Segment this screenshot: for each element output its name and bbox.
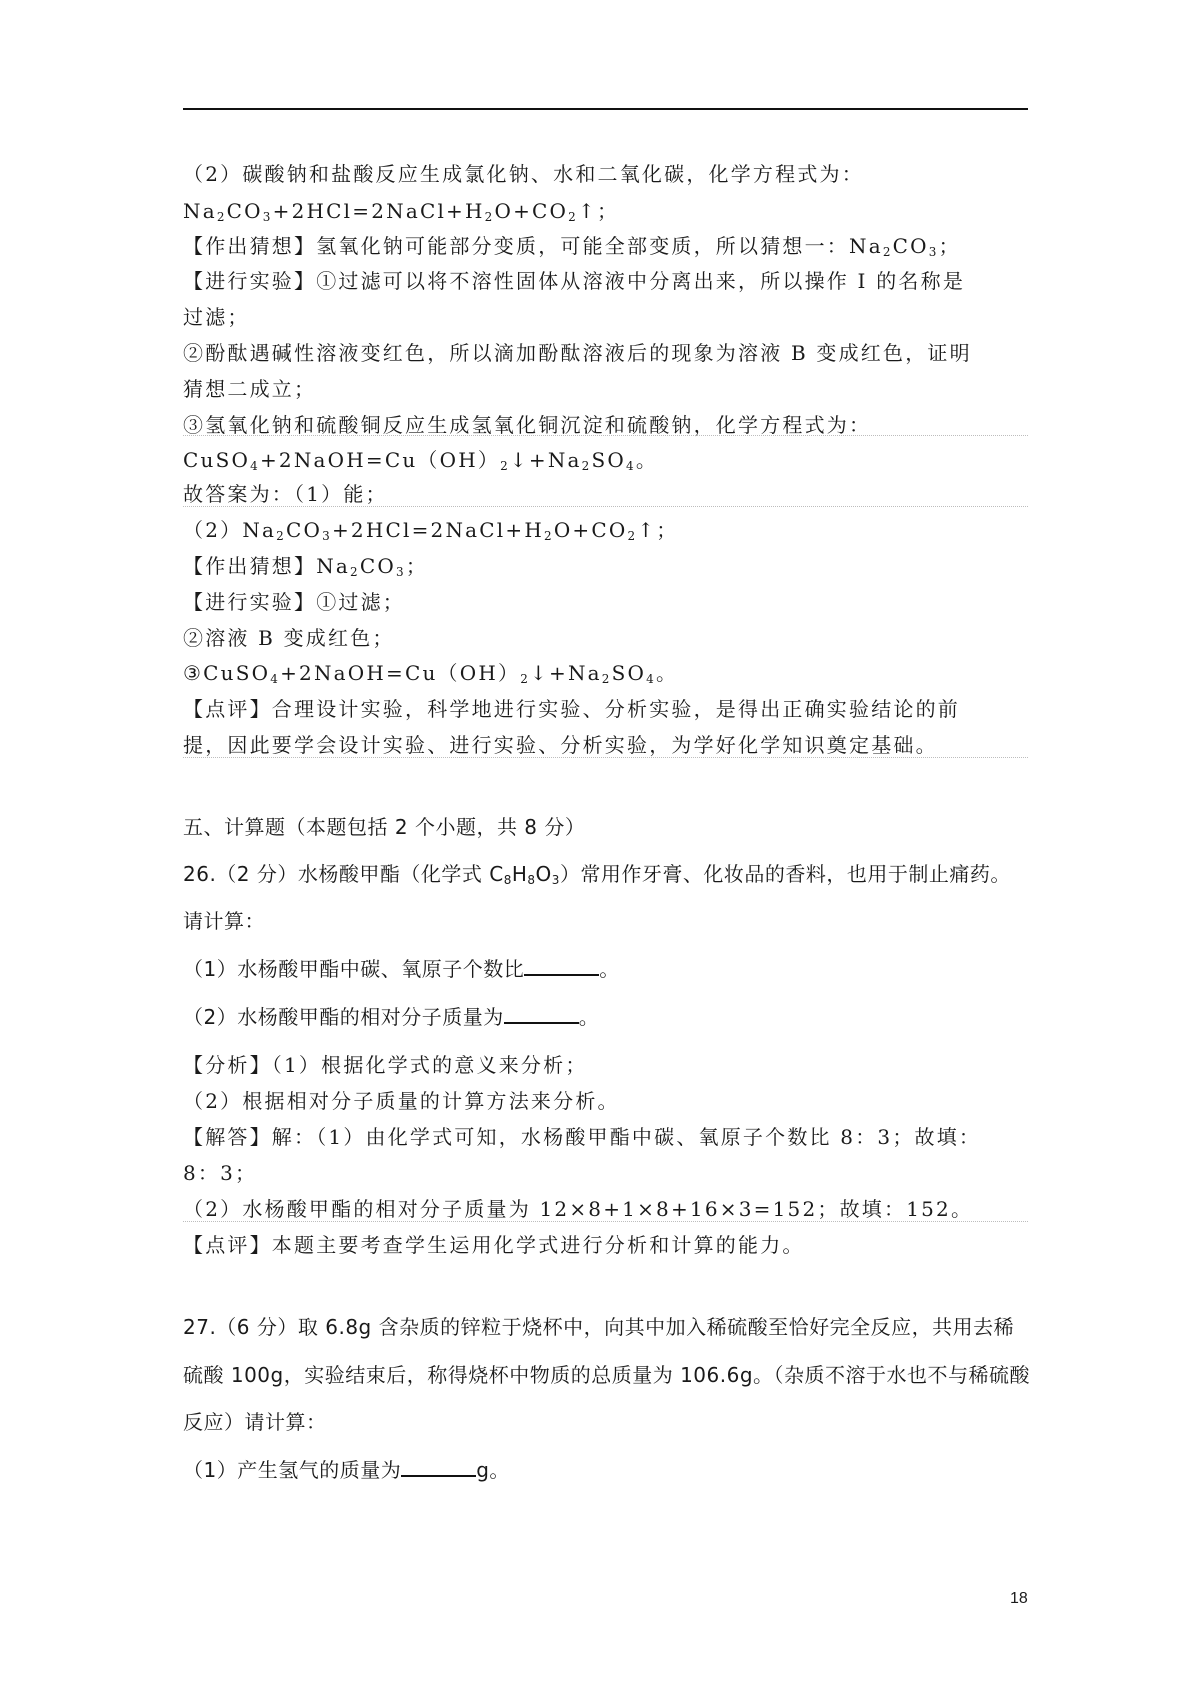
answer-blank[interactable]: [524, 954, 599, 976]
question-26-sub2: （2）水杨酸甲酯的相对分子质量为 。: [183, 1001, 599, 1030]
answer-line: 【进行实验】①过滤；: [183, 590, 405, 614]
dotted-separator: [183, 1221, 1028, 1222]
equation-line: $③CuSO_4+2NaOH=Cu(OH)_2↓+Na_2SO_4$。: [183, 661, 679, 686]
solution-line: 8：3；: [183, 1161, 258, 1185]
answer-line: 故答案为：（1）能；: [183, 482, 388, 506]
equation-line: $(2)Na_2CO_3+2HCl=2NaCl+H_2O+CO_2↑$；: [183, 518, 679, 543]
header-rule: [183, 108, 1028, 110]
question-27-line: 反应）请计算：: [183, 1410, 327, 1434]
question-27-line: 硫酸 100g，实验结束后，称得烧杯中物质的总质量为 106.6g。（杂质不溶于水也不与稀硫酸: [183, 1363, 1031, 1387]
analysis-line: 【分析】（1）根据化学式的意义来分析；: [183, 1053, 588, 1077]
answer-line: 【作出猜想】氢氧化钠可能部分变质，可能全部变质，所以猜想一：$Na_2CO_3$；: [183, 234, 961, 259]
question-27-sub1: （1）产生氢气的质量为 g。: [183, 1454, 510, 1483]
answer-line: ②酚酞遇碱性溶液变红色，所以滴加酚酞溶液后的现象为溶液 B 变成红色，证明: [183, 341, 972, 365]
answer-line: 过滤；: [183, 305, 250, 329]
equation-line: $CuSO_4+2NaOH=Cu(OH)_2↓+Na_2SO_4$。: [183, 448, 659, 473]
analysis-line: （2）根据相对分子质量的计算方法来分析。: [183, 1089, 620, 1113]
question-26-stem: 26.（2 分）水杨酸甲酯（化学式 $C_8H_8O_3$）常用作牙膏、化妆品的香料，也用于制止痛药。: [183, 862, 1011, 887]
answer-line: ③氢氧化钠和硫酸铜反应生成氢氧化铜沉淀和硫酸钠，化学方程式为：: [183, 413, 872, 437]
answer-blank[interactable]: [504, 1002, 579, 1024]
answer-line: 【作出猜想】$Na_2CO_3$；: [183, 554, 429, 579]
answer-line: ②溶液 B 变成红色；: [183, 626, 395, 650]
question-27-line: 27.（6 分）取 6.8g 含杂质的锌粒于烧杯中，向其中加入稀硫酸至恰好完全反应，共用去稀: [183, 1315, 1015, 1339]
solution-line: 【解答】解：（1）由化学式可知，水杨酸甲酯中碳、氧原子个数比 8：3；故填：: [183, 1125, 982, 1149]
dotted-separator: [183, 506, 1028, 507]
dotted-separator: [183, 435, 1028, 436]
page-number: 18: [1010, 1590, 1028, 1607]
answer-line: （2）碳酸钠和盐酸反应生成氯化钠、水和二氧化碳，化学方程式为：: [183, 162, 864, 186]
answer-blank[interactable]: [401, 1455, 476, 1477]
comment-line: 【点评】本题主要考查学生运用化学式进行分析和计算的能力。: [183, 1233, 805, 1257]
dotted-separator: [183, 757, 1028, 758]
question-prompt: 请计算：: [183, 909, 265, 933]
equation-line: $Na_2CO_3+2HCl=2NaCl+H_2O+CO_2↑$；: [183, 199, 620, 224]
question-26-sub1: （1）水杨酸甲酯中碳、氧原子个数比 。: [183, 953, 620, 982]
section-title: 五、计算题（本题包括 2 个小题，共 8 分）: [183, 815, 586, 839]
comment-line: 提，因此要学会设计实验、进行实验、分析实验，为学好化学知识奠定基础。: [183, 733, 938, 757]
comment-line: 【点评】合理设计实验，科学地进行实验、分析实验，是得出正确实验结论的前: [183, 697, 960, 721]
solution-line: （2）水杨酸甲酯的相对分子质量为 12×8+1×8+16×3=152；故填：152。: [183, 1197, 974, 1221]
answer-line: 【进行实验】①过滤可以将不溶性固体从溶液中分离出来，所以操作 I 的名称是: [183, 269, 966, 293]
answer-line: 猜想二成立；: [183, 377, 317, 401]
